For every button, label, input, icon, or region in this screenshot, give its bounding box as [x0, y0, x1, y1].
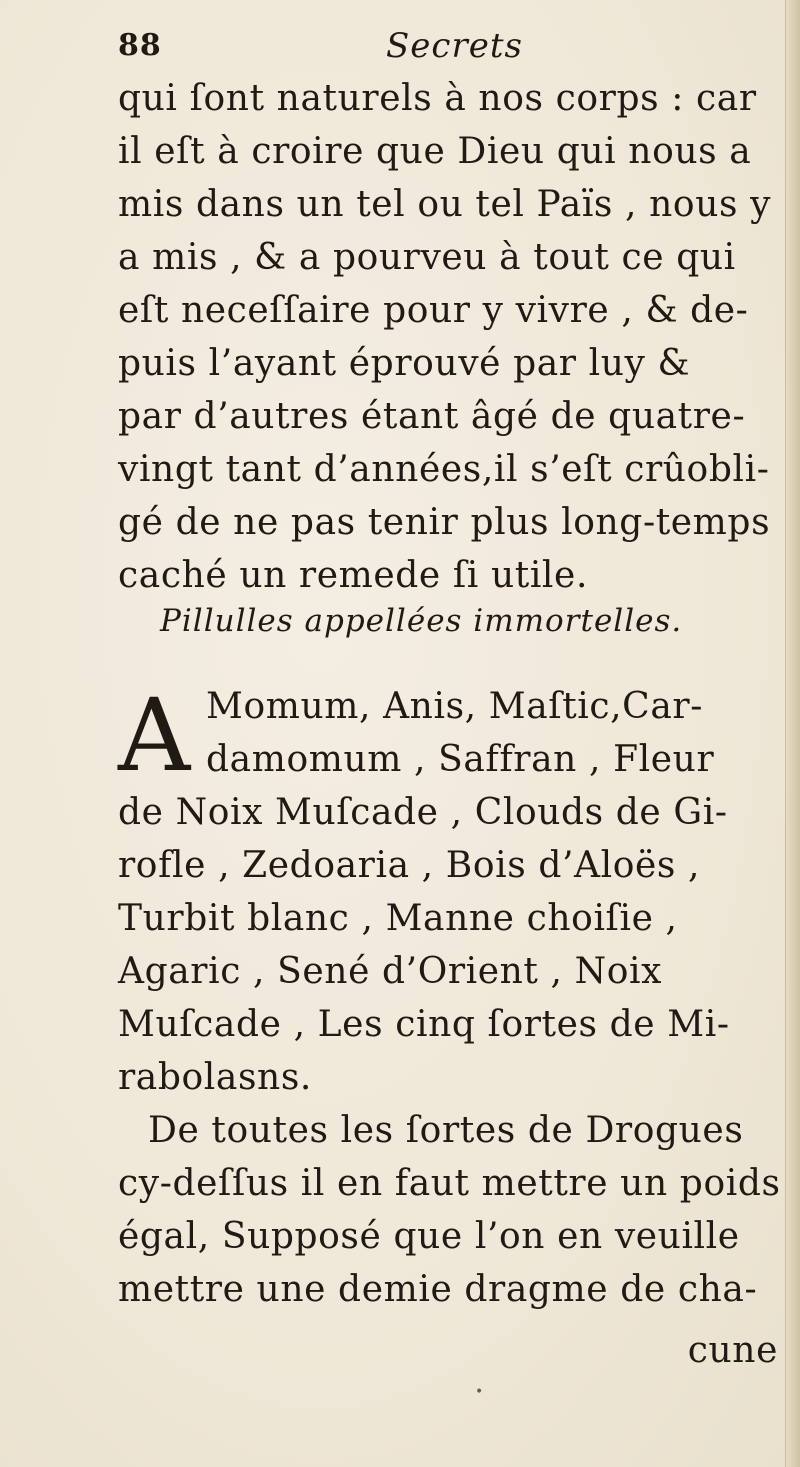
text-line: puis l’ayant éprouvé par luy &	[118, 343, 691, 384]
body-paragraph	[118, 72, 790, 602]
section-heading: Pillulles appellées immortelles.	[160, 603, 683, 639]
catchword: cune	[687, 1330, 778, 1371]
text-line: rabolasns.	[118, 1057, 312, 1098]
text-line: Turbit blanc , Manne choiſie ,	[118, 898, 678, 939]
text-line: Momum, Anis, Maſtic,Car-	[206, 686, 703, 727]
text-line: égal, Supposé que l’on en veuille	[118, 1216, 740, 1257]
text-line: rofle , Zedoaria , Bois d’Aloës ,	[118, 845, 701, 886]
page-number: 88	[118, 28, 162, 63]
text-line: vingt tant d’années,il s’eſt crûobli-	[118, 449, 770, 490]
text-line: damomum , Saffran , Fleur	[206, 739, 715, 780]
text-line: par d’autres étant âgé de quatre-	[118, 396, 746, 437]
running-title: Secrets	[386, 26, 523, 66]
ink-speck: •	[475, 1384, 484, 1400]
drop-cap: A	[118, 677, 191, 794]
text-line: Agaric , Sené d’Orient , Noix	[118, 951, 663, 992]
text-line: mis dans un tel ou tel Païs , nous y	[118, 184, 772, 225]
recipe-paragraph	[118, 677, 790, 1316]
text-line: Muſcade , Les cinq ſortes de Mi-	[118, 1004, 730, 1045]
text-line: qui ſont naturels à nos corps : car	[118, 78, 757, 119]
text-line: De toutes les ſortes de Drogues	[148, 1110, 744, 1151]
text-line: caché un remede ſi utile.	[118, 555, 588, 596]
text-line: eſt neceſſaire pour y vivre , & de-	[118, 290, 749, 331]
page-header	[118, 18, 778, 74]
text-line: cy-deſſus il en faut mettre un poids	[118, 1163, 781, 1204]
text-line: de Noix Muſcade , Clouds de Gi-	[118, 792, 728, 833]
text-line: gé de ne pas tenir plus long-temps	[118, 502, 771, 543]
text-line: il eſt à croire que Dieu qui nous a	[118, 131, 752, 172]
text-line: mettre une demie dragme de cha-	[118, 1269, 758, 1310]
text-line: a mis , & a pourveu à tout ce qui	[118, 237, 736, 278]
